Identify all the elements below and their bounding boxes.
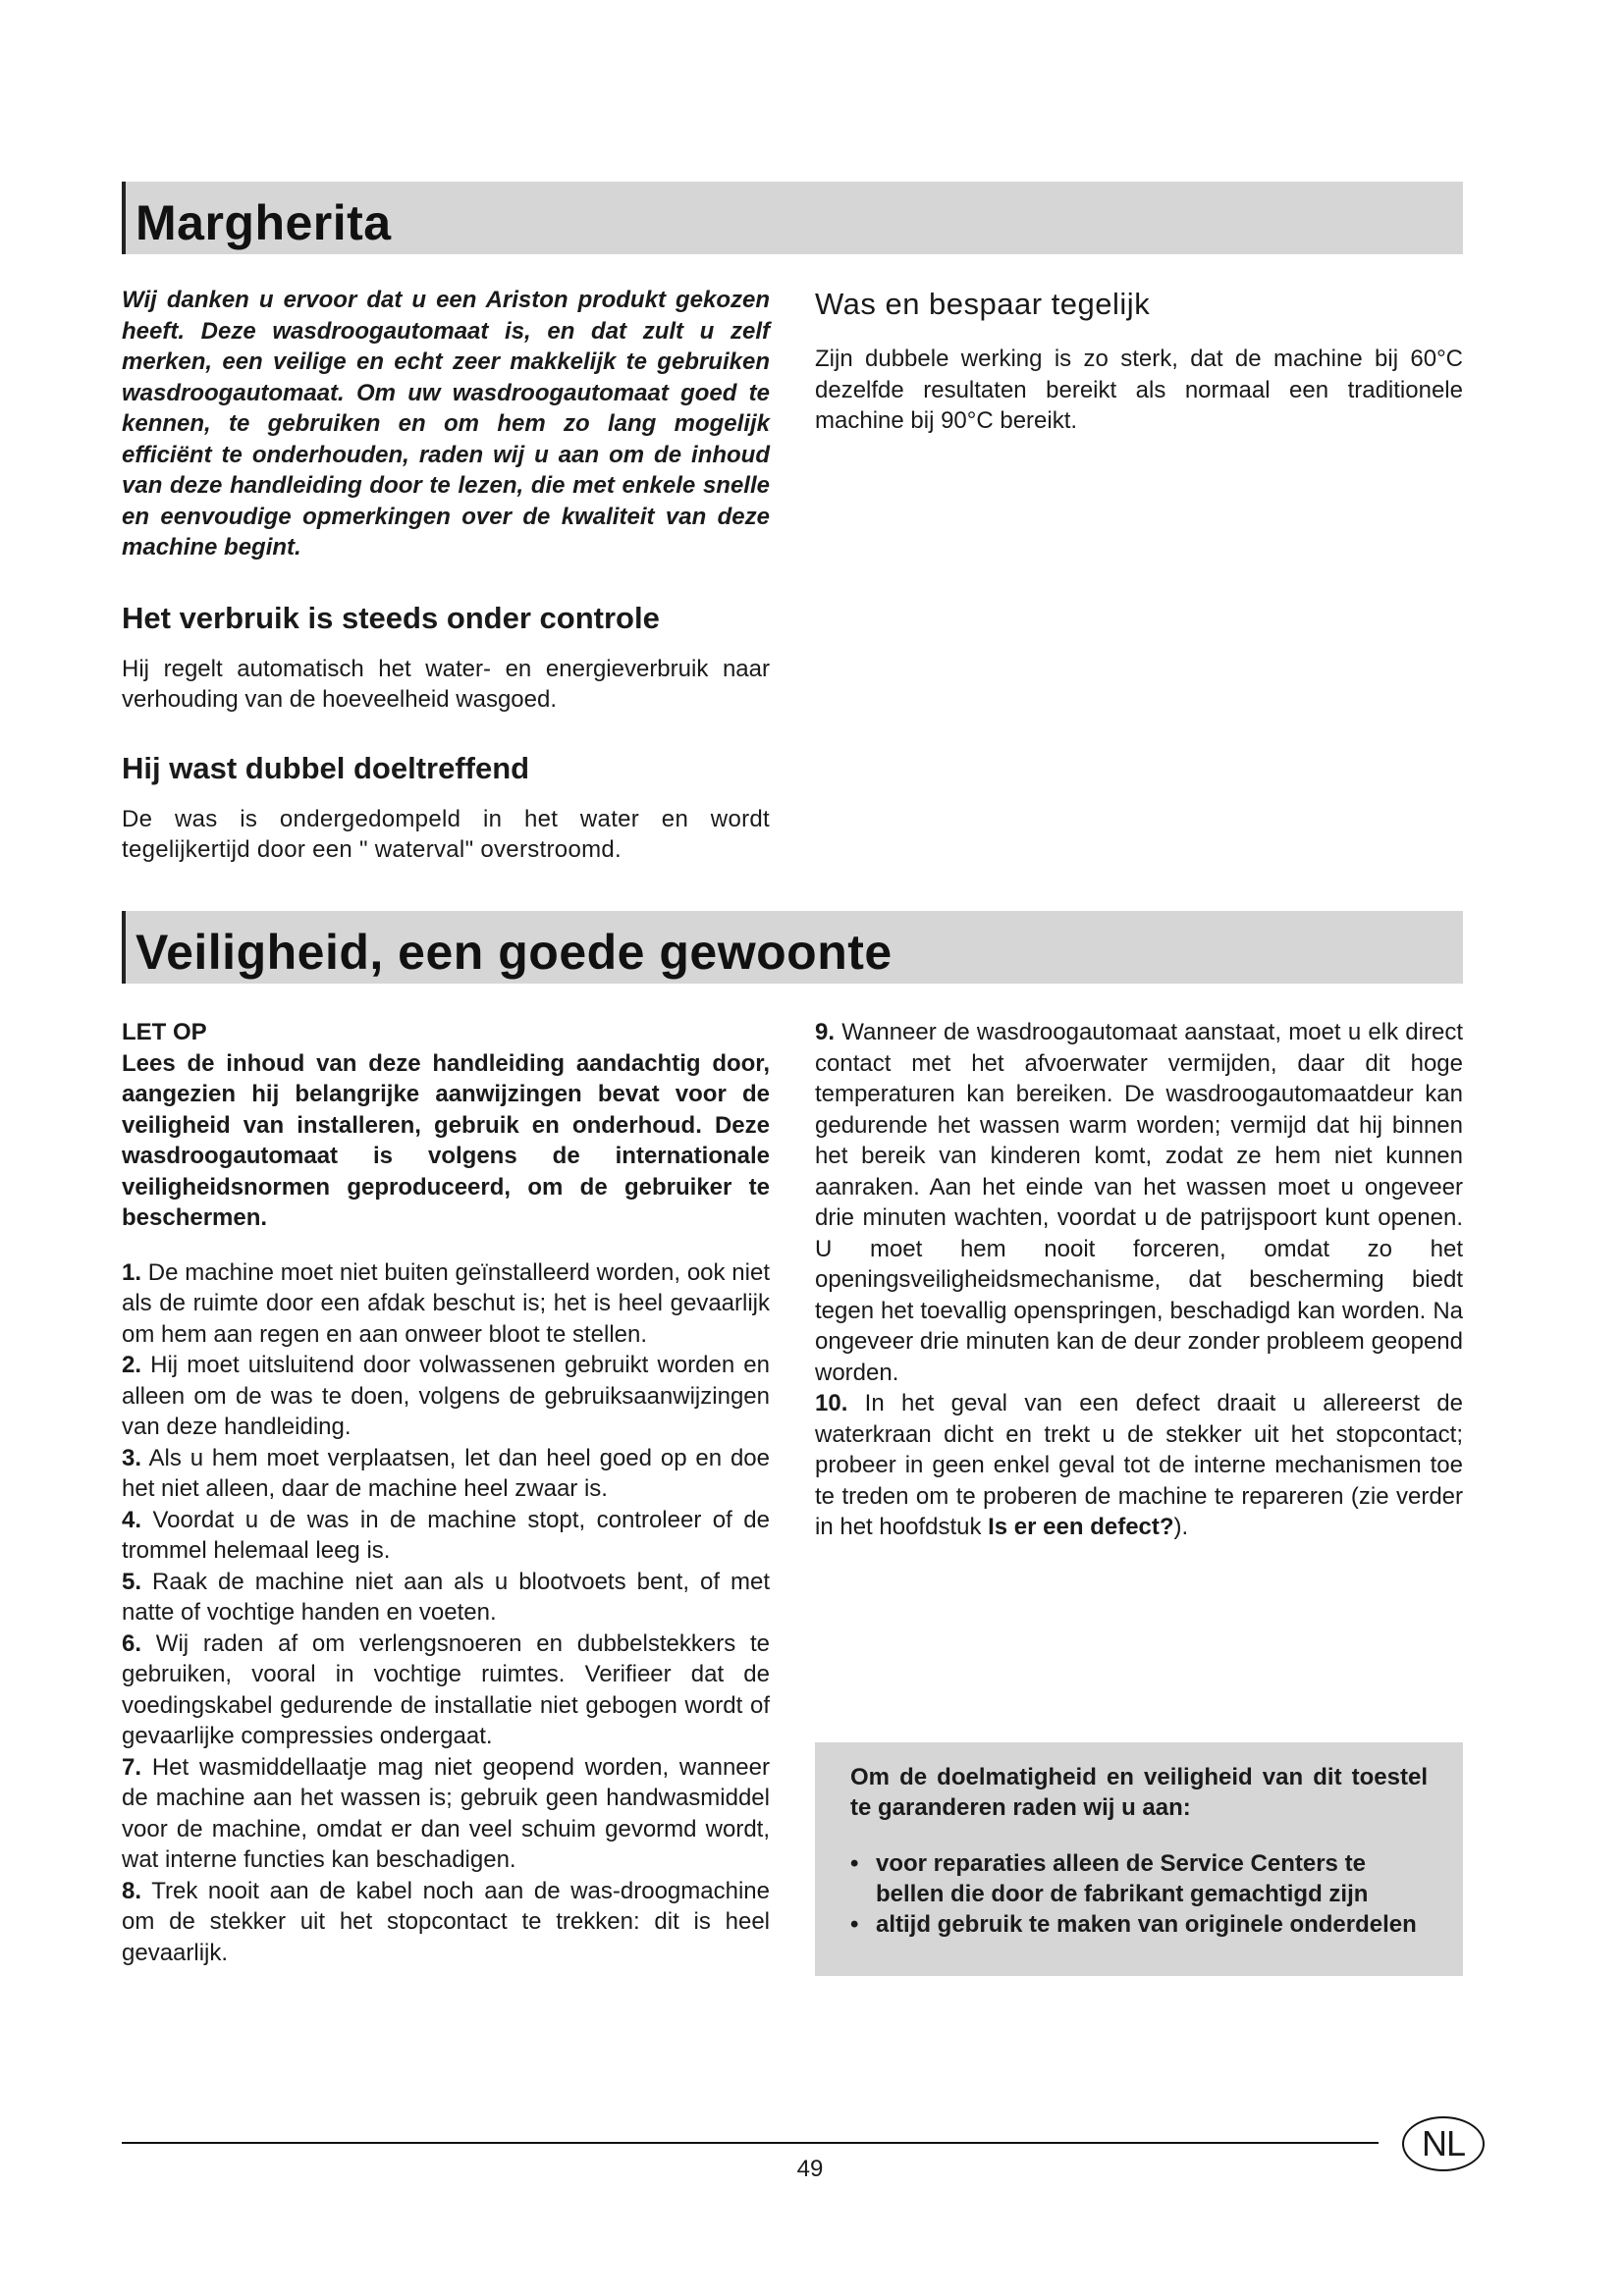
right-column-bespaar bbox=[815, 285, 1463, 437]
language-badge: NL bbox=[1402, 2116, 1485, 2171]
safety-item: 3. Als u hem moet verplaatsen, let dan heel goed op en doe het niet alleen, daar de machine heel zwaar is. bbox=[122, 1444, 770, 1502]
paragraph-bespaar: Zijn dubbele werking is zo sterk, dat de machine bij 60°C dezelfde resultaten bereikt als normaal een traditionele machine bij 90°C bereikt. bbox=[815, 346, 1463, 434]
heading-verbruik: Het verbruik is steeds onder controle bbox=[122, 600, 660, 635]
intro-paragraph: Wij danken u ervoor dat u een Ariston produkt gekozen heeft. Deze wasdroogautomaat is, en dat zult u zelf merken, een veilige en echt zeer makkelijk te gebruiken wasdroogautomaat. Om uw wasdroogautomaat goed te kennen, te gebruiken en om hem zo lang mogelijk efficiënt te onderhouden, raden wij u aan om de inhoud van deze handleiding door te lezen, die met enkele snelle en eenvoudige opmerkingen over de kwaliteit van deze machine begint. bbox=[122, 287, 770, 561]
heading-bespaar: Was en bespaar tegelijk bbox=[815, 287, 1151, 321]
page-number: 49 bbox=[796, 2156, 824, 2182]
safety-item: 2. Hij moet uitsluitend door volwassenen gebruikt worden en alleen om de was te doen, volgens de gebruiksaanwijzingen van deze handleiding. bbox=[122, 1352, 770, 1440]
safety-item: 7. Het wasmiddellaatje mag niet geopend worden, wanneer de machine aan het wassen is; gebruik geen handwasmiddel voor de machine, omdat er dan veel schuim gevormd wordt, wat interne functies kan beschadigen. bbox=[122, 1753, 770, 1873]
left-column-intro bbox=[122, 285, 770, 866]
let-op-paragraph: Lees de inhoud van deze handleiding aandachtig door, aangezien hij belangrijke aanwijzingen bevat voor de veiligheid van installeren, gebruik en onderhoud. Deze wasdroogautomaat is volgens de internationale veiligheidsnormen geproduceerd, om de gebruiker te beschermen. bbox=[122, 1049, 770, 1231]
advice-heading: Om de doelmatigheid en veiligheid van dit toestel te garanderen raden wij u aan: bbox=[850, 1764, 1428, 1821]
safety-item: 6. Wij raden af om verlengsnoeren en dubbelstekkers te gebruiken, vooral in vochtige ruimtes. Verifieer dat de voedingskabel gedurende de installatie niet gebogen wordt of gevaarlijke compressies ondergaat. bbox=[122, 1629, 770, 1749]
chapter-reference: Is er een defect? bbox=[988, 1514, 1174, 1540]
advice-list bbox=[850, 1848, 1428, 1940]
right-column-safety bbox=[815, 1017, 1463, 1543]
paragraph-verbruik: Hij regelt automatisch het water- en energieverbruik naar verhouding van de hoeveelheid wasgoed. bbox=[122, 655, 770, 713]
safety-item: 1. De machine moet niet buiten geïnstalleerd worden, ook niet als de ruimte door een afdak beschut is; het is heel gevaarlijk om hem aan regen en aan onweer bloot te stellen. bbox=[122, 1258, 770, 1348]
safety-item: 10. In het geval van een defect draait u allereerst de waterkraan dicht en trekt u de stekker uit het stopcontact; probeer in geen enkel geval tot de interne mechanismen toe te treden om te proberen de machine te repareren (zie verder in het hoofdstuk Is er een defect?). bbox=[815, 1390, 1463, 1540]
safety-item: 9. Wanneer de wasdroogautomaat aanstaat, moet u elk direct contact met het afvoerwater vermijden, daar dit hoge temperaturen kan bereiken. De wasdroogautomaatdeur kan gedurende het wassen warm worden; vermijd dat hij binnen het bereik van kinderen komt, zodat ze hem niet kunnen aanraken. Aan het einde van het wassen moet u ongeveer drie minuten wachten, voordat u de patrijspoort kunt openen. U moet hem nooit forceren, omdat zo het openingsveiligheidsmechanisme, dat bescherming biedt tegen het toevallig openspringen, beschadigd kan worden. Na ongeveer drie minuten kan de deur zonder probleem geopend worden. bbox=[815, 1019, 1463, 1386]
section-banner-margherita bbox=[122, 182, 1463, 254]
advice-bullet: • voor reparaties alleen de Service Centers te bellen die door de fabrikant gemachtigd zijn bbox=[850, 1848, 1428, 1909]
heading-dubbel: Hij wast dubbel doeltreffend bbox=[122, 750, 530, 785]
safety-item: 4. Voordat u de was in de machine stopt, controleer of de trommel helemaal leeg is. bbox=[122, 1506, 770, 1564]
section-banner-veiligheid bbox=[122, 911, 1463, 984]
left-column-safety bbox=[122, 1017, 770, 1968]
advice-bullet: • altijd gebruik te maken van originele onderdelen bbox=[850, 1909, 1428, 1940]
section-title: Margherita bbox=[135, 195, 392, 250]
footer-rule bbox=[122, 2142, 1379, 2144]
safety-item: 8. Trek nooit aan de kabel noch aan de was-droogmachine om de stekker uit het stopcontact te trekken: dit is heel gevaarlijk. bbox=[122, 1877, 770, 1966]
safety-item: 5. Raak de machine niet aan als u blootvoets bent, of met natte of vochtige handen en voeten. bbox=[122, 1568, 770, 1626]
paragraph-dubbel: De was is ondergedompeld in het water en wordt tegelijkertijd door een " waterval" overstroomd. bbox=[122, 805, 770, 863]
advice-box bbox=[815, 1742, 1463, 1976]
let-op-heading: LET OP bbox=[122, 1019, 207, 1045]
section-title: Veiligheid, een goede gewoonte bbox=[135, 925, 893, 980]
